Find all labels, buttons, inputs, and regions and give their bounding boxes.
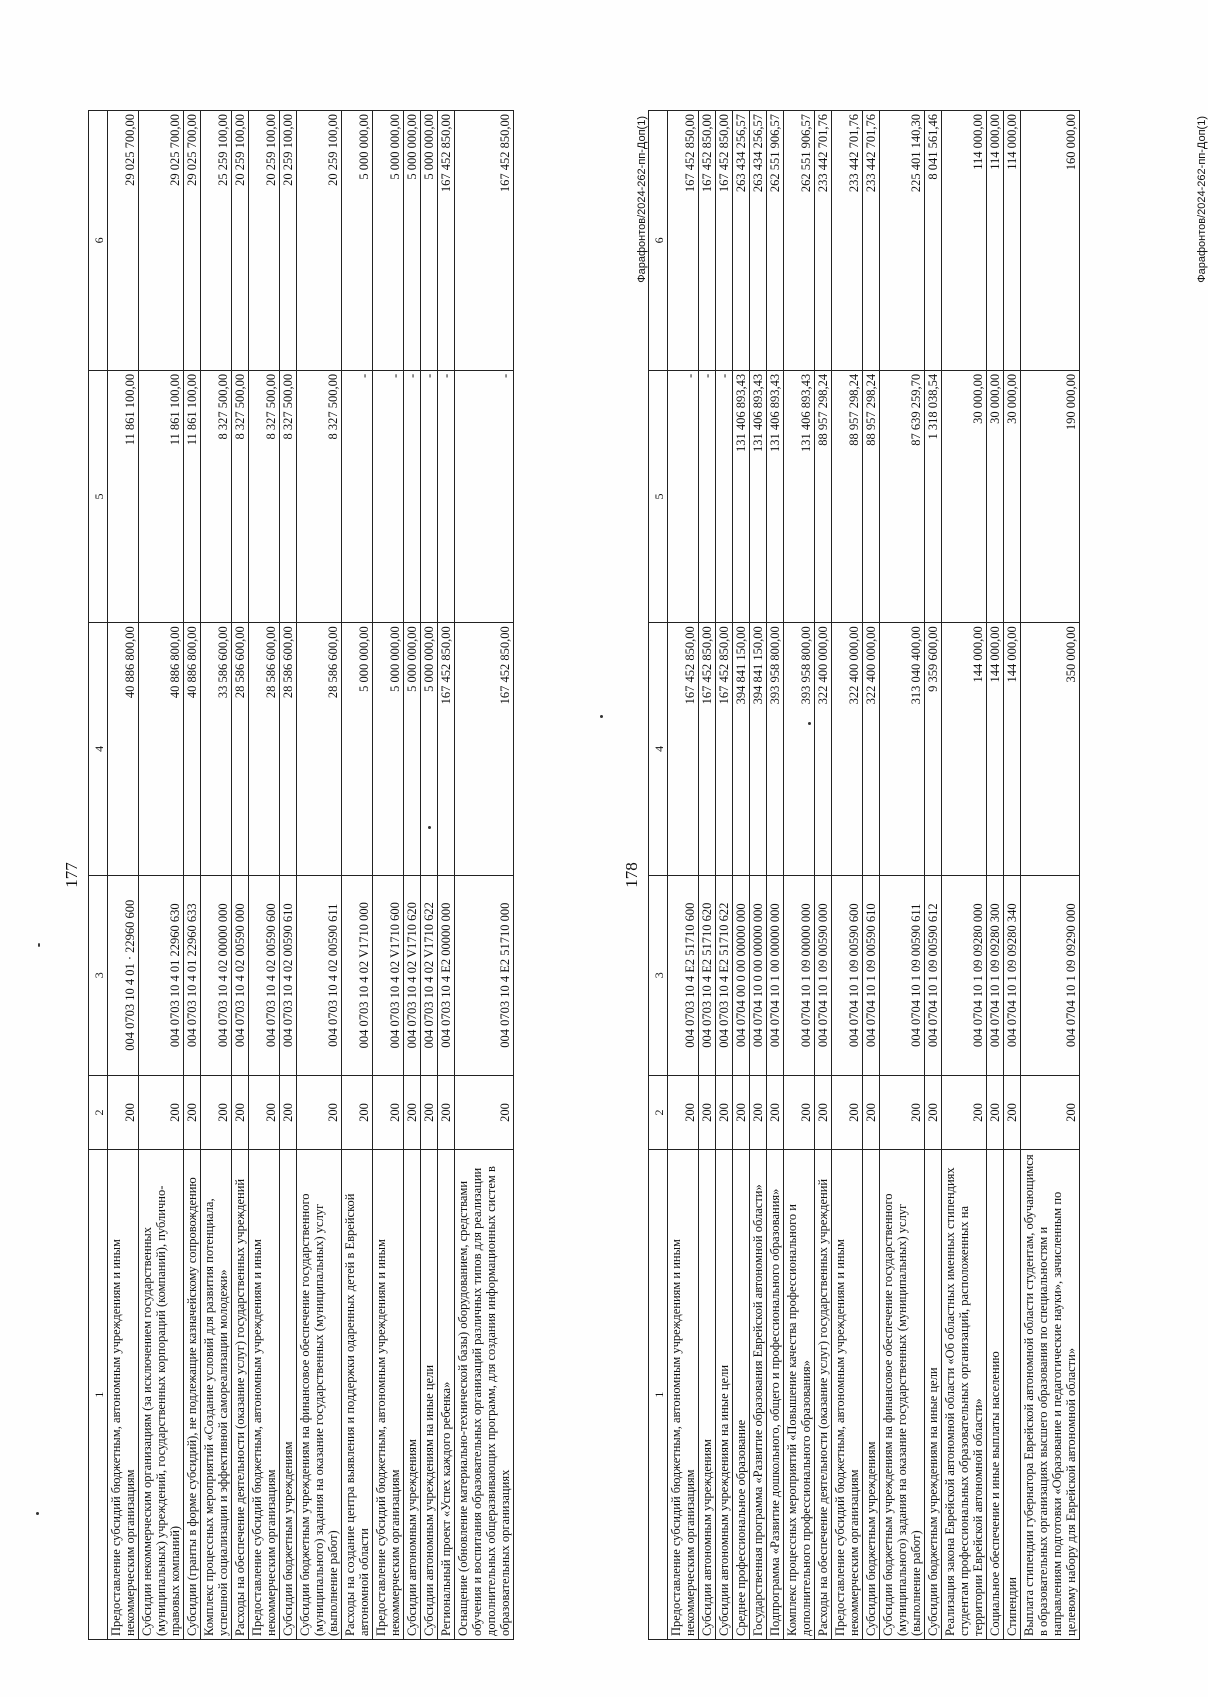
result-cell: 5 000 000,00 xyxy=(421,111,438,371)
admin-code-cell: 200 xyxy=(108,1075,139,1149)
row-name-cell: Предоставление субсидий бюджетным, автономным учреждениям и иным некоммерческим организациям xyxy=(668,1150,699,1640)
table-row xyxy=(342,111,373,1640)
header-row xyxy=(89,111,108,1640)
budget-code-cell: 004 0704 10 1 09 00000 000 xyxy=(784,875,815,1075)
change-cell: 190 000,00 xyxy=(1021,370,1080,622)
budget-code-cell: 004 0704 10 0 00 00000 000 xyxy=(750,875,767,1075)
change-cell: 87 639 259,70 xyxy=(880,370,925,622)
scan-speck xyxy=(808,722,811,725)
table-row xyxy=(455,111,514,1640)
budget-code-cell: 004 0703 10 4 01 22960 633 xyxy=(184,875,201,1075)
budget-code-cell: 004 0704 10 1 09 00590 600 xyxy=(832,875,863,1075)
result-cell: 263 434 256,57 xyxy=(733,111,750,371)
col-header: 2 xyxy=(89,1075,108,1149)
budget-code-cell: 004 0704 10 1 09 09290 000 xyxy=(1021,875,1080,1075)
admin-code-cell: 200 xyxy=(455,1075,514,1149)
admin-code-cell: 200 xyxy=(280,1075,297,1149)
amount-cell: 322 400 000,00 xyxy=(863,623,880,875)
change-cell: 88 957 298,24 xyxy=(832,370,863,622)
amount-cell: 144 000,00 xyxy=(942,623,987,875)
table-row xyxy=(438,111,455,1640)
result-cell: 167 452 850,00 xyxy=(455,111,514,371)
amount-cell: 5 000 000,00 xyxy=(421,623,438,875)
row-name-cell: Субсидии автономным учреждениям xyxy=(699,1150,716,1640)
admin-code-cell: 200 xyxy=(733,1075,750,1149)
amount-cell: 322 400 000,00 xyxy=(815,623,832,875)
admin-code-cell: 200 xyxy=(184,1075,201,1149)
table-row xyxy=(832,111,863,1640)
col-header: 6 xyxy=(89,111,108,371)
table-row xyxy=(942,111,987,1640)
amount-cell: 144 000,00 xyxy=(1004,623,1021,875)
admin-code-cell: 200 xyxy=(668,1075,699,1149)
admin-code-cell: 200 xyxy=(139,1075,184,1149)
budget-code-cell: 004 0703 10 4 02 00590 000 xyxy=(232,875,249,1075)
result-cell: 167 452 850,00 xyxy=(668,111,699,371)
admin-code-cell: 200 xyxy=(404,1075,421,1149)
table-row xyxy=(668,111,699,1640)
budget-code-cell: 004 0703 10 4 02 00590 610 xyxy=(280,875,297,1075)
table-row xyxy=(733,111,750,1640)
change-cell: - xyxy=(421,370,438,622)
budget-code-cell: 004 0704 10 1 00 00000 000 xyxy=(767,875,784,1075)
budget-code-cell: 004 0704 10 1 09 09280 340 xyxy=(1004,875,1021,1075)
table-row xyxy=(815,111,832,1640)
row-name-cell: Расходы на создание центра выявления и поддержки одаренных детей в Еврейской автономной области xyxy=(342,1150,373,1640)
col-header: 5 xyxy=(649,370,668,622)
budget-code-cell: 004 0704 10 1 09 09280 000 xyxy=(942,875,987,1075)
page-178 xyxy=(620,110,1208,1640)
result-cell: 20 259 100,00 xyxy=(280,111,297,371)
row-name-cell: Предоставление субсидий бюджетным, автономным учреждениям и иным некоммерческим организациям xyxy=(249,1150,280,1640)
admin-code-cell: 200 xyxy=(750,1075,767,1149)
budget-code-cell: 004 0703 10 4 01 · 22960 600 xyxy=(108,875,139,1075)
page-number: 177 xyxy=(62,862,81,888)
admin-code-cell: 200 xyxy=(421,1075,438,1149)
row-name-cell: Предоставление субсидий бюджетным, автономным учреждениям и иным некоммерческим организациям xyxy=(832,1150,863,1640)
admin-code-cell: 200 xyxy=(438,1075,455,1149)
table-row xyxy=(767,111,784,1640)
row-name-cell: Реализация закона Еврейской автономной области «Об областных именных стипендиях студентам профессиональных образовательных организаций, расположенных на территории Еврейской автономной области» xyxy=(942,1150,987,1640)
budget-code-cell: 004 0703 10 4 02 V1710 000 xyxy=(342,875,373,1075)
result-cell: 114 000,00 xyxy=(1004,111,1021,371)
change-cell: 8 327 500,00 xyxy=(297,370,342,622)
header-row xyxy=(649,111,668,1640)
amount-cell: 5 000 000,00 xyxy=(342,623,373,875)
col-header: 3 xyxy=(649,875,668,1075)
row-name-cell: Комплекс процессных мероприятий «Создание условий для развития потенциала, успешной социализации и эффективной самореализации молодежи» xyxy=(201,1150,232,1640)
row-name-cell: Субсидии бюджетным учреждениям на финансовое обеспечение государственного (муниципального) задания на оказание государственных (муниципальных) услуг (выполнение работ) xyxy=(297,1150,342,1640)
budget-code-cell: 004 0703 10 4 E2 51710 600 xyxy=(668,875,699,1075)
change-cell: - xyxy=(373,370,404,622)
row-name-cell: Среднее профессиональное образование xyxy=(733,1150,750,1640)
budget-code-cell: 004 0703 10 4 E2 51710 000 xyxy=(455,875,514,1075)
change-cell: 131 406 893,43 xyxy=(733,370,750,622)
row-name-cell: Расходы на обеспечение деятельности (оказание услуг) государственных учреждений xyxy=(815,1150,832,1640)
amount-cell: 350 000,00 xyxy=(1021,623,1080,875)
amount-cell: 9 359 600,00 xyxy=(925,623,942,875)
change-cell: 30 000,00 xyxy=(942,370,987,622)
document-footer: Фарафонтов/2024-262-пп-Доп(1) xyxy=(1196,116,1208,283)
change-cell: 131 406 893,43 xyxy=(767,370,784,622)
table-row xyxy=(987,111,1004,1640)
result-cell: 160 000,00 xyxy=(1021,111,1080,371)
table-row xyxy=(863,111,880,1640)
amount-cell: 313 040 400,00 xyxy=(880,623,925,875)
admin-code-cell: 200 xyxy=(1021,1075,1080,1149)
admin-code-cell: 200 xyxy=(373,1075,404,1149)
budget-code-cell: 004 0703 10 4 02 V1710 622 xyxy=(421,875,438,1075)
change-cell: 8 327 500,00 xyxy=(232,370,249,622)
row-name-cell: Государственная программа «Развитие образования Еврейской автономной области» xyxy=(750,1150,767,1640)
table-row xyxy=(249,111,280,1640)
col-header: 5 xyxy=(89,370,108,622)
budget-code-cell: 004 0704 10 1 09 09280 300 xyxy=(987,875,1004,1075)
amount-cell: 167 452 850,00 xyxy=(455,623,514,875)
table-row xyxy=(297,111,342,1640)
amount-cell: 28 586 600,00 xyxy=(249,623,280,875)
row-name-cell: Предоставление субсидий бюджетным, автономным учреждениям и иным некоммерческим организациям xyxy=(108,1150,139,1640)
amount-cell: 40 886 800,00 xyxy=(184,623,201,875)
table-row xyxy=(750,111,767,1640)
result-cell: 5 000 000,00 xyxy=(342,111,373,371)
row-name-cell: Подпрограмма «Развитие дошкольного, общего и профессионального образования» xyxy=(767,1150,784,1640)
budget-table xyxy=(88,110,514,1640)
change-cell: - xyxy=(438,370,455,622)
row-name-cell: Расходы на обеспечение деятельности (оказание услуг) государственных учреждений xyxy=(232,1150,249,1640)
admin-code-cell: 200 xyxy=(942,1075,987,1149)
budget-code-cell: 004 0704 00 0 00 00000 000 xyxy=(733,875,750,1075)
row-name-cell: Субсидии бюджетным учреждениям xyxy=(863,1150,880,1640)
row-name-cell: Комплекс процессных мероприятий «Повышение качества профессионального и дополнительного профессионального образования» xyxy=(784,1150,815,1640)
change-cell: 1 318 038,54 xyxy=(925,370,942,622)
change-cell: - xyxy=(455,370,514,622)
amount-cell: 167 452 850,00 xyxy=(668,623,699,875)
row-name-cell: Социальное обеспечение и иные выплаты населению xyxy=(987,1150,1004,1640)
row-name-cell: Субсидии (гранты в форме субсидий), не подлежащие казначейскому сопровождению xyxy=(184,1150,201,1640)
amount-cell: 393 958 800,00 xyxy=(767,623,784,875)
table-row xyxy=(880,111,925,1640)
change-cell: 11 861 100,00 xyxy=(139,370,184,622)
row-name-cell: Предоставление субсидий бюджетным, автономным учреждениям и иным некоммерческим организациям xyxy=(373,1150,404,1640)
result-cell: 263 434 256,57 xyxy=(750,111,767,371)
scan-speck xyxy=(428,826,431,829)
table-row xyxy=(404,111,421,1640)
admin-code-cell: 200 xyxy=(880,1075,925,1149)
budget-code-cell: 004 0704 10 1 09 00590 612 xyxy=(925,875,942,1075)
admin-code-cell: 200 xyxy=(1004,1075,1021,1149)
page-number: 178 xyxy=(622,862,641,888)
admin-code-cell: 200 xyxy=(925,1075,942,1149)
row-name-cell: Субсидии бюджетным учреждениям на финансовое обеспечение государственного (муниципального) задания на оказание государственных (муниципальных) услуг (выполнение работ) xyxy=(880,1150,925,1640)
change-cell: 88 957 298,24 xyxy=(863,370,880,622)
result-cell: 5 000 000,00 xyxy=(404,111,421,371)
table-row xyxy=(421,111,438,1640)
col-header: 6 xyxy=(649,111,668,371)
result-cell: 20 259 100,00 xyxy=(232,111,249,371)
change-cell: - xyxy=(716,370,733,622)
amount-cell: 394 841 150,00 xyxy=(733,623,750,875)
budget-code-cell: 004 0703 10 4 02 00590 600 xyxy=(249,875,280,1075)
table-row xyxy=(139,111,184,1640)
amount-cell: 33 586 600,00 xyxy=(201,623,232,875)
change-cell: 30 000,00 xyxy=(1004,370,1021,622)
result-cell: 233 442 701,76 xyxy=(815,111,832,371)
admin-code-cell: 200 xyxy=(297,1075,342,1149)
amount-cell: 167 452 850,00 xyxy=(716,623,733,875)
table-row xyxy=(280,111,297,1640)
admin-code-cell: 200 xyxy=(232,1075,249,1149)
col-header: 2 xyxy=(649,1075,668,1149)
amount-cell: 394 841 150,00 xyxy=(750,623,767,875)
row-name-cell: Субсидии автономным учреждениям на иные цели xyxy=(716,1150,733,1640)
document-footer: Фарафонтов/2024-262-пп-Доп(1) xyxy=(636,116,648,283)
change-cell: 30 000,00 xyxy=(987,370,1004,622)
amount-cell: 40 886 800,00 xyxy=(139,623,184,875)
admin-code-cell: 200 xyxy=(767,1075,784,1149)
amount-cell: 40 886 800,00 xyxy=(108,623,139,875)
result-cell: 225 401 140,30 xyxy=(880,111,925,371)
result-cell: 114 000,00 xyxy=(942,111,987,371)
result-cell: 20 259 100,00 xyxy=(249,111,280,371)
result-cell: 29 025 700,00 xyxy=(184,111,201,371)
amount-cell: 28 586 600,00 xyxy=(232,623,249,875)
result-cell: 114 000,00 xyxy=(987,111,1004,371)
budget-code-cell: 004 0704 10 1 09 00590 000 xyxy=(815,875,832,1075)
admin-code-cell: 200 xyxy=(784,1075,815,1149)
admin-code-cell: 200 xyxy=(863,1075,880,1149)
budget-code-cell: 004 0703 10 4 02 00590 611 xyxy=(297,875,342,1075)
result-cell: 262 551 906,57 xyxy=(767,111,784,371)
result-cell: 233 442 701,76 xyxy=(832,111,863,371)
col-header: 1 xyxy=(89,1150,108,1640)
table-row xyxy=(108,111,139,1640)
amount-cell: 144 000,00 xyxy=(987,623,1004,875)
table-row xyxy=(1004,111,1021,1640)
change-cell: - xyxy=(668,370,699,622)
admin-code-cell: 200 xyxy=(716,1075,733,1149)
budget-code-cell: 004 0703 10 4 02 V1710 600 xyxy=(373,875,404,1075)
budget-code-cell: 004 0703 10 4 01 22960 630 xyxy=(139,875,184,1075)
row-name-cell: Оснащение (обновление материально-технической базы) оборудованием, средствами обучения и воспитания образовательных организаций различных типов для реализации дополнительных общеразвивающих программ, для создания информационных систем в образовательных организациях xyxy=(455,1150,514,1640)
table-row xyxy=(232,111,249,1640)
budget-code-cell: 004 0703 10 4 E2 00000 000 xyxy=(438,875,455,1075)
col-header: 1 xyxy=(649,1150,668,1640)
amount-cell: 393 958 800,00 xyxy=(784,623,815,875)
row-name-cell: Стипендии xyxy=(1004,1150,1021,1640)
table-row xyxy=(184,111,201,1640)
row-name-cell: Выплата стипендии губернатора Еврейской автономной области студентам, обучающимся в образовательных организациях высшего образования по специальностям и направлениям подготовки «Образование и педагогические науки», зачисленным по целевому набору для Еврейской автономной области» xyxy=(1021,1150,1080,1640)
table-row xyxy=(925,111,942,1640)
col-header: 4 xyxy=(649,623,668,875)
table-row xyxy=(373,111,404,1640)
row-name-cell: Субсидии автономным учреждениям xyxy=(404,1150,421,1640)
table-row xyxy=(201,111,232,1640)
col-header: 3 xyxy=(89,875,108,1075)
result-cell: 5 000 000,00 xyxy=(373,111,404,371)
result-cell: 29 025 700,00 xyxy=(108,111,139,371)
row-name-cell: Субсидии бюджетным учреждениям на иные цели xyxy=(925,1150,942,1640)
result-cell: 233 442 701,76 xyxy=(863,111,880,371)
change-cell: - xyxy=(342,370,373,622)
budget-code-cell: 004 0704 10 1 09 00590 611 xyxy=(880,875,925,1075)
change-cell: - xyxy=(699,370,716,622)
change-cell: 8 327 500,00 xyxy=(280,370,297,622)
result-cell: 167 452 850,00 xyxy=(716,111,733,371)
admin-code-cell: 200 xyxy=(832,1075,863,1149)
row-name-cell: Субсидии некоммерческим организациям (за исключением государственных (муниципальных) учреждений, государственных корпораций (компаний), публично-правовых компаний) xyxy=(139,1150,184,1640)
scan-speck xyxy=(36,1512,39,1515)
change-cell: 131 406 893,43 xyxy=(784,370,815,622)
budget-code-cell: 004 0703 10 4 02 00000 000 xyxy=(201,875,232,1075)
change-cell: 88 957 298,24 xyxy=(815,370,832,622)
table-row xyxy=(784,111,815,1640)
budget-code-cell: 004 0703 10 4 E2 51710 622 xyxy=(716,875,733,1075)
budget-code-cell: 004 0703 10 4 E2 51710 620 xyxy=(699,875,716,1075)
result-cell: 25 259 100,00 xyxy=(201,111,232,371)
change-cell: 131 406 893,43 xyxy=(750,370,767,622)
change-cell: - xyxy=(404,370,421,622)
result-cell: 167 452 850,00 xyxy=(438,111,455,371)
scan-speck xyxy=(38,943,40,947)
amount-cell: 28 586 600,00 xyxy=(297,623,342,875)
result-cell: 29 025 700,00 xyxy=(139,111,184,371)
table-row xyxy=(699,111,716,1640)
admin-code-cell: 200 xyxy=(342,1075,373,1149)
change-cell: 8 327 500,00 xyxy=(249,370,280,622)
change-cell: 11 861 100,00 xyxy=(108,370,139,622)
admin-code-cell: 200 xyxy=(815,1075,832,1149)
admin-code-cell: 200 xyxy=(987,1075,1004,1149)
scan-speck xyxy=(600,715,603,718)
table-row xyxy=(716,111,733,1640)
admin-code-cell: 200 xyxy=(249,1075,280,1149)
amount-cell: 167 452 850,00 xyxy=(438,623,455,875)
budget-table xyxy=(648,110,1080,1640)
result-cell: 8 041 561,46 xyxy=(925,111,942,371)
result-cell: 167 452 850,00 xyxy=(699,111,716,371)
result-cell: 20 259 100,00 xyxy=(297,111,342,371)
amount-cell: 167 452 850,00 xyxy=(699,623,716,875)
budget-code-cell: 004 0703 10 4 02 V1710 620 xyxy=(404,875,421,1075)
change-cell: 11 861 100,00 xyxy=(184,370,201,622)
change-cell: 8 327 500,00 xyxy=(201,370,232,622)
budget-code-cell: 004 0704 10 1 09 00590 610 xyxy=(863,875,880,1075)
row-name-cell: Региональный проект «Успех каждого ребенка» xyxy=(438,1150,455,1640)
admin-code-cell: 200 xyxy=(201,1075,232,1149)
amount-cell: 322 400 000,00 xyxy=(832,623,863,875)
row-name-cell: Субсидии автономным учреждениям на иные цели xyxy=(421,1150,438,1640)
amount-cell: 28 586 600,00 xyxy=(280,623,297,875)
row-name-cell: Субсидии бюджетным учреждениям xyxy=(280,1150,297,1640)
amount-cell: 5 000 000,00 xyxy=(373,623,404,875)
amount-cell: 5 000 000,00 xyxy=(404,623,421,875)
table-row xyxy=(1021,111,1080,1640)
admin-code-cell: 200 xyxy=(699,1075,716,1149)
col-header: 4 xyxy=(89,623,108,875)
result-cell: 262 551 906,57 xyxy=(784,111,815,371)
